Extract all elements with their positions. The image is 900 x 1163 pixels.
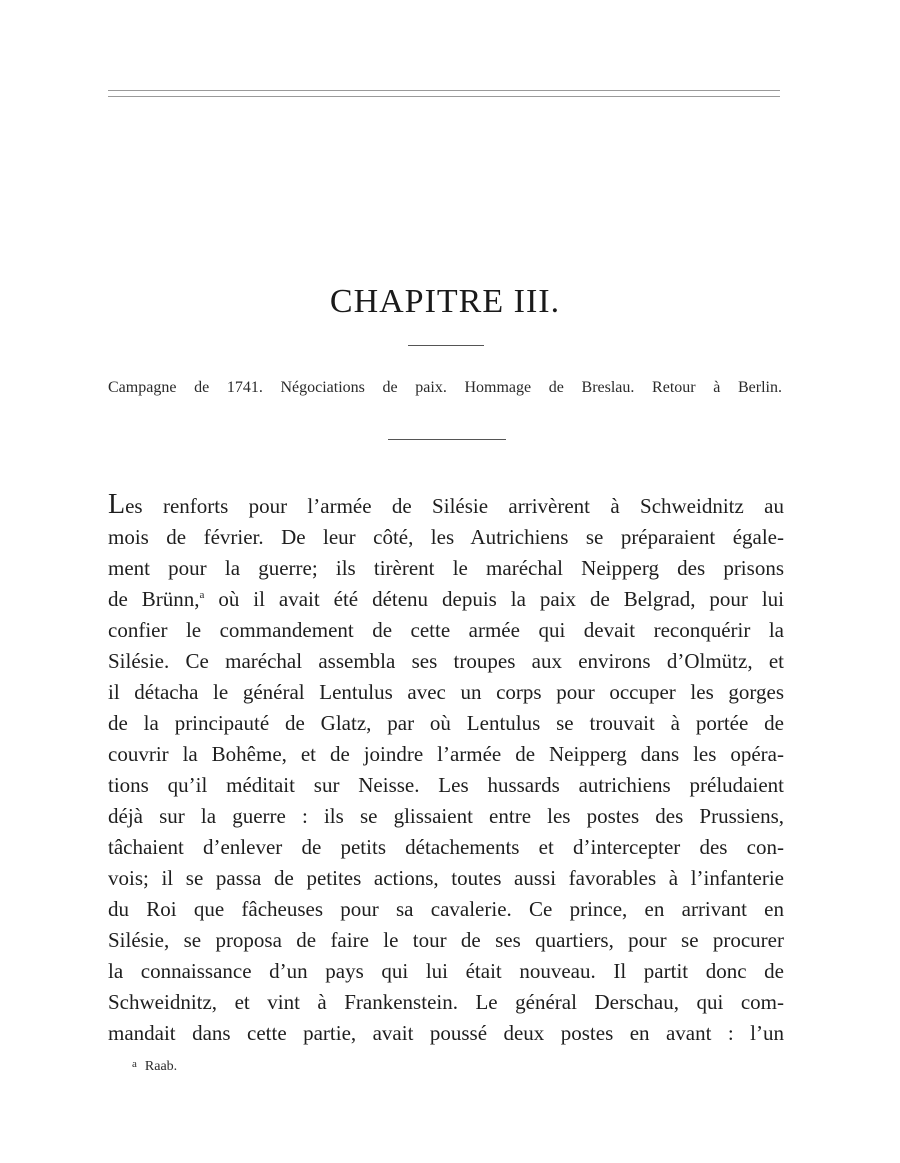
title-separator-rule	[408, 345, 484, 346]
text-line: du Roi que fâcheuses pour sa cavalerie. Ce prince, en arrivant en	[108, 897, 784, 921]
text-line-content: où il avait été détenu depuis la paix de Belgrad, pour lui	[204, 587, 784, 611]
text-line: confier le commandement de cette armée qui devait reconquérir la	[108, 618, 784, 642]
text-line: couvrir la Bohême, et de joindre l’armée de Neipperg dans les opéra-	[108, 742, 784, 766]
text-line: tions qu’il méditait sur Neisse. Les hussards autrichiens préludaient	[108, 773, 784, 797]
text-line	[108, 584, 784, 615]
text-line: déjà sur la guerre : ils se glissaient entre les postes des Prussiens,	[108, 804, 784, 828]
text-line: Silésie, se proposa de faire le tour de ses quartiers, pour se procurer	[108, 928, 784, 952]
footnote	[132, 1055, 177, 1076]
text-line-content: de Brünn,	[108, 587, 200, 611]
text-line: Schweidnitz, et vint à Frankenstein. Le général Derschau, qui com-	[108, 990, 784, 1014]
chapter-body-text	[108, 491, 784, 1049]
chapter-title: CHAPITRE III.	[329, 283, 561, 320]
text-line: Silésie. Ce maréchal assembla ses troupes aux environs d’Olmütz, et	[108, 649, 784, 673]
text-line: mandait dans cette partie, avait poussé deux postes en avant : l’un	[108, 1021, 784, 1045]
header-double-rule	[108, 90, 780, 97]
footnote-reference: a	[199, 589, 205, 601]
text-line: vois; il se passa de petites actions, toutes aussi favorables à l’infanterie	[108, 866, 784, 890]
text-line: il détacha le général Lentulus avec un corps pour occuper les gorges	[108, 680, 784, 704]
text-line-content: es renforts pour l’armée de Silésie arrivèrent à Schweidnitz au	[125, 494, 784, 518]
text-line: ment pour la guerre; ils tirèrent le maréchal Neipperg des prisons	[108, 556, 784, 580]
text-line	[108, 491, 784, 522]
footnote-text: Raab.	[144, 1059, 178, 1074]
summary-separator-rule	[388, 439, 506, 440]
text-line: mois de février. De leur côté, les Autrichiens se préparaient égale-	[108, 525, 784, 549]
chapter-summary: Campagne de 1741. Négociations de paix. Hommage de Breslau. Retour à Berlin.	[108, 379, 782, 396]
text-line: tâchaient d’enlever de petits détachements et d’intercepter des con-	[108, 835, 784, 859]
text-line: de la principauté de Glatz, par où Lentulus se trouvait à portée de	[108, 711, 784, 735]
footnote-mark: a	[132, 1058, 137, 1070]
drop-initial: L	[108, 491, 126, 520]
text-line: la connaissance d’un pays qui lui était nouveau. Il partit donc de	[108, 959, 784, 983]
